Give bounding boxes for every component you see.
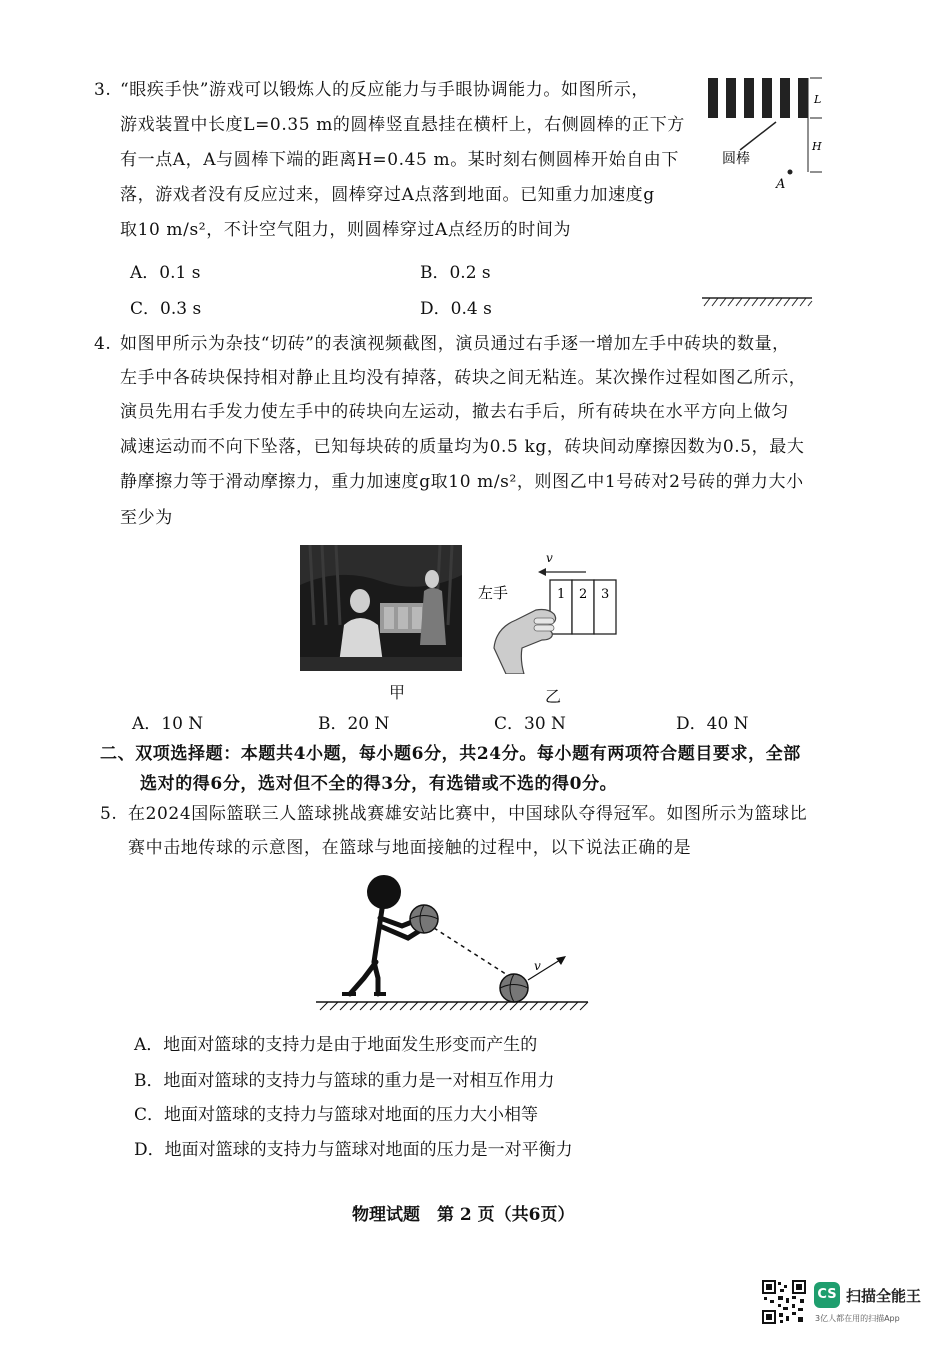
q3-option-d: D．0.4 s (420, 299, 492, 319)
label-A: A (776, 177, 786, 192)
q4-number: 4. (94, 334, 112, 354)
ground-hatch (702, 298, 812, 306)
q3-line-4: 落，游戏者没有反应过来，圆棒穿过A点落到地面。已知重力加速度g (120, 185, 655, 205)
basketball-on-ground (500, 974, 528, 1002)
q3-option-b: B．0.2 s (420, 263, 491, 283)
q5-number: 5. (100, 804, 118, 824)
q5-line-1: 在2024国际篮联三人篮球挑战赛雄安站比赛中，中国球队夺得冠军。如图所示为篮球比 (128, 804, 808, 824)
section2-line-1: 二、双项选择题：本题共4小题，每小题6分，共24分。每小题有两项符合题目要求，全部 (100, 744, 801, 764)
scanner-brand: 扫描全能王 (846, 1287, 922, 1305)
q3-option-c: C．0.3 s (130, 299, 202, 319)
q4-option-c: C．30 N (494, 714, 566, 734)
point-a (788, 170, 793, 175)
pass-path (434, 928, 512, 978)
scanner-logo-icon: CS (814, 1282, 840, 1308)
q3-option-a: A．0.1 s (130, 263, 201, 283)
q3-number: 3. (94, 80, 112, 100)
basketball-figure (316, 866, 596, 1016)
label-velocity: v (546, 551, 553, 565)
q3-line-5: 取10 m/s²，不计空气阻力，则圆棒穿过A点经历的时间为 (120, 220, 572, 240)
caption-yi: 乙 (545, 687, 562, 706)
label-rod: 圆棒 (722, 151, 750, 167)
performance-photo (300, 545, 462, 671)
label-velocity-v: v (534, 959, 541, 973)
q4-line-5: 静摩擦力等于滑动摩擦力，重力加速度g取10 m/s²，则图乙中1号砖对2号砖的弹力大小 (120, 472, 804, 492)
brick-diagram (476, 548, 636, 674)
q5-option-c: C．地面对篮球的支持力与篮球对地面的压力大小相等 (134, 1105, 539, 1125)
velocity-arrow (556, 956, 566, 965)
qr-code-icon (762, 1280, 806, 1324)
brick-1-label: 1 (557, 587, 566, 602)
scanner-tagline: 3亿人都在用的扫描App (815, 1314, 900, 1323)
section2-line-2: 选对的得6分，选对但不全的得3分，有选错或不选的得0分。 (140, 774, 618, 794)
hanging-rods (708, 78, 808, 118)
q5-option-d: D．地面对篮球的支持力与篮球对地面的压力是一对平衡力 (134, 1140, 573, 1160)
basketball-in-hand (410, 905, 438, 933)
caption-jia: 甲 (389, 683, 406, 702)
label-H: H (812, 140, 822, 153)
q4-option-d: D．40 N (676, 714, 749, 734)
label-L: L (814, 93, 822, 106)
q5-option-b: B．地面对篮球的支持力与篮球的重力是一对相互作用力 (134, 1071, 555, 1091)
player-head (367, 875, 401, 909)
brick-3-label: 3 (601, 587, 610, 602)
q3-line-3: 有一点A，A与圆棒下端的距离H=0.45 m。某时刻右侧圆棒开始自由下 (120, 150, 679, 170)
brick-2-label: 2 (579, 587, 588, 602)
q3-line-2: 游戏装置中长度L=0.35 m的圆棒竖直悬挂在横杆上，右侧圆棒的正下方 (120, 115, 685, 135)
rod-figure (700, 70, 830, 310)
q3-line-1: “眼疾手快”游戏可以锻炼人的反应能力与手眼协调能力。如图所示， (120, 80, 649, 100)
q4-option-a: A．10 N (132, 714, 204, 734)
q5-line-2: 赛中击地传球的示意图，在篮球与地面接触的过程中，以下说法正确的是 (128, 838, 692, 858)
q4-option-b: B．20 N (318, 714, 390, 734)
q4-line-6: 至少为 (120, 508, 173, 528)
q4-line-3: 演员先用右手发力使左手中的砖块向左运动，撤去右手后，所有砖块在水平方向上做匀 (120, 402, 789, 422)
q5-option-a: A．地面对篮球的支持力是由于地面发生形变而产生的 (134, 1035, 538, 1055)
q4-line-4: 减速运动而不向下坠落，已知每块砖的质量均为0.5 kg，砖块间动摩擦因数为0.5，最大 (120, 437, 805, 457)
q4-line-2: 左手中各砖块保持相对静止且均没有掉落，砖块之间无粘连。某次操作过程如图乙所示， (120, 368, 807, 388)
label-left-hand: 左手 (478, 584, 509, 602)
page-footer: 物理试题 第 2 页（共6页） (352, 1205, 575, 1225)
q4-line-1: 如图甲所示为杂技“切砖”的表演视频截图，演员通过右手逐一增加左手中砖块的数量， (120, 334, 790, 354)
